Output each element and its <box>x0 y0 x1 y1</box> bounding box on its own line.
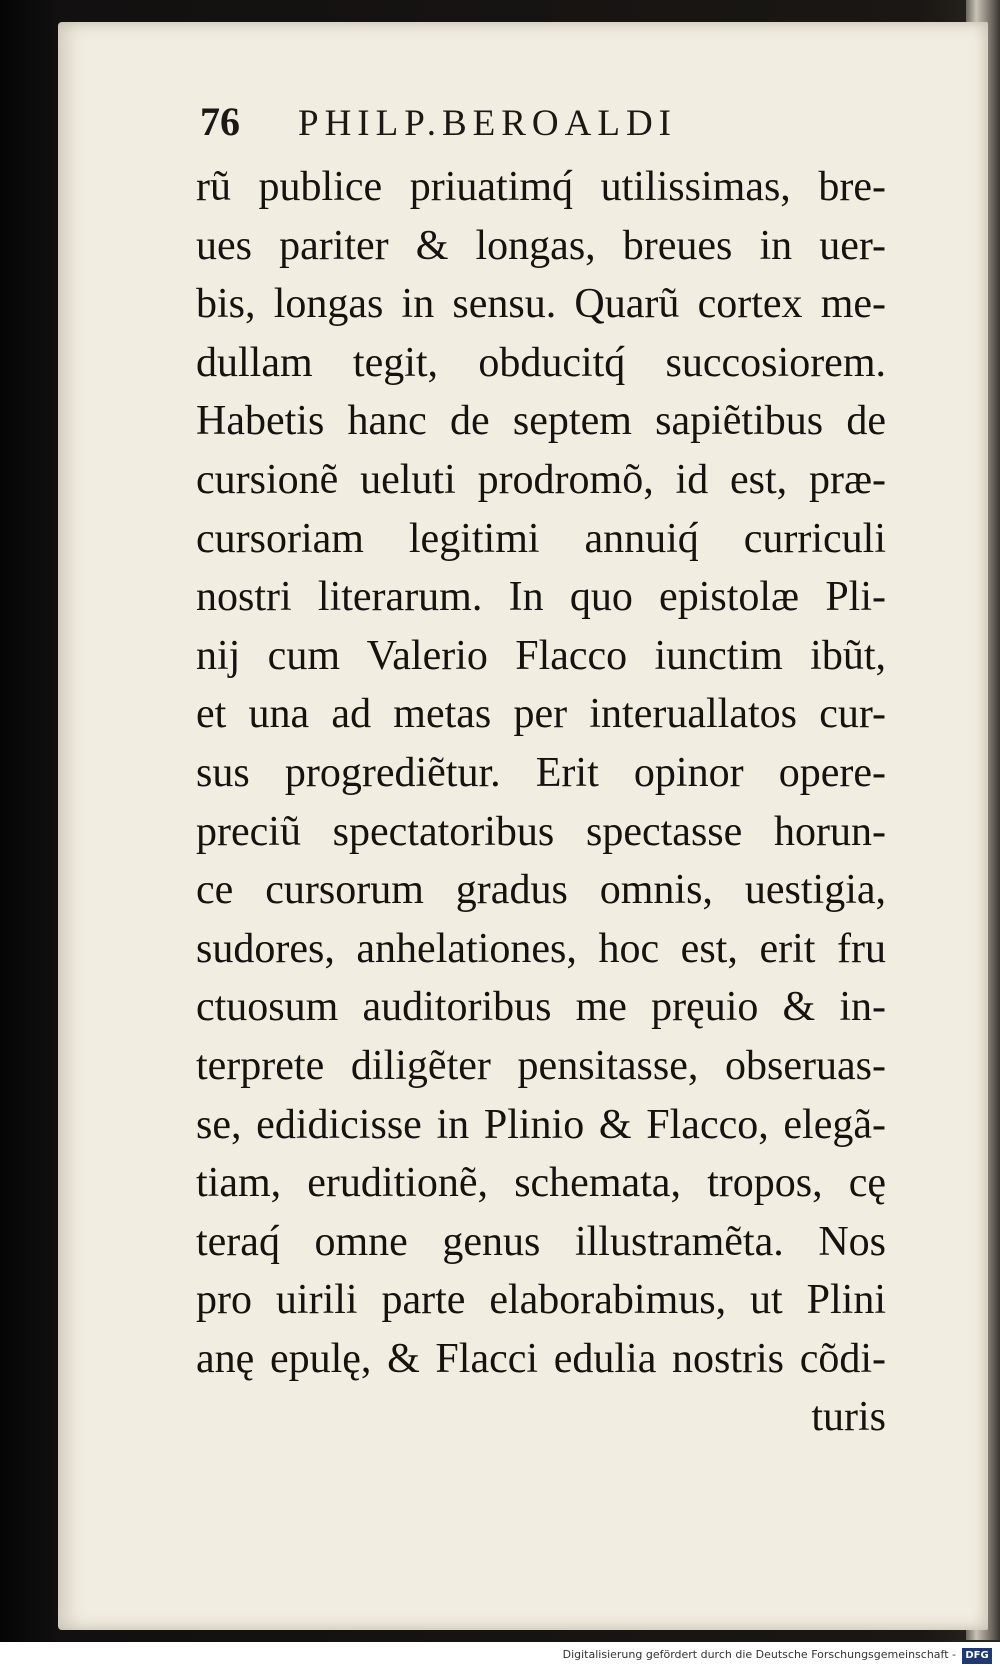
text-line: cursionẽ ueluti prodromõ, id est, præ- <box>196 456 886 503</box>
text-line: nij cum Valerio Flacco iunctim ibũt, <box>196 632 886 679</box>
digitization-footer <box>0 1642 1000 1672</box>
text-line: et una ad metas per interuallatos cur- <box>196 691 886 738</box>
text-line: cursoriam legitimi annuiq́ curriculi <box>196 515 886 562</box>
text-line: preciũ spectatoribus spectasse horun- <box>196 808 886 855</box>
text-line: ce cursorum gradus omnis, uestigia, <box>196 867 886 914</box>
text-line: dullam tegit, obducitq́ succosiorem. <box>196 339 886 386</box>
text-line: ctuosum auditoribus me pręuio & in- <box>196 984 886 1031</box>
text-line: Habetis hanc de septem sapiẽtibus de <box>196 398 886 445</box>
text-line: se, edidicisse in Plinio & Flacco, elegã- <box>196 1101 886 1148</box>
text-line: nostri literarum. In quo epistolæ Pli- <box>196 574 886 621</box>
text-line: sudores, anhelationes, hoc est, erit fru <box>196 925 886 972</box>
page-number: 76 <box>200 99 240 144</box>
text-line: teraq́ omne genus illustramẽta. Nos <box>196 1218 886 1265</box>
text-line: ues pariter & longas, breues in uer- <box>196 222 886 269</box>
dfg-logo: DFG <box>962 1648 992 1664</box>
text-line: pro uirili parte elaborabimus, ut Plini <box>196 1277 886 1324</box>
text-line: terprete diligẽter pensitasse, obseruas- <box>196 1042 886 1089</box>
text-block <box>196 158 886 1447</box>
dfg-credit-text: Digitalisierung gefördert durch die Deutsche Forschungsgemeinschaft - <box>562 1648 956 1661</box>
text-line: rũ publice priuatimq́ utilissimas, bre- <box>196 164 886 210</box>
text-line: sus progrediẽtur. Erit opinor opere- <box>196 749 886 796</box>
text-line: anę epulę, & Flacci edulia nostris cõdi- <box>196 1335 886 1382</box>
text-line: tiam, eruditionẽ, schemata, tropos, cę <box>196 1160 886 1207</box>
catchword: turis <box>811 1394 886 1441</box>
text-line: bis, longas in sensu. Quarũ cortex me- <box>196 281 886 328</box>
running-head <box>200 98 820 150</box>
running-title: PHILP.BEROALDI <box>298 103 677 144</box>
